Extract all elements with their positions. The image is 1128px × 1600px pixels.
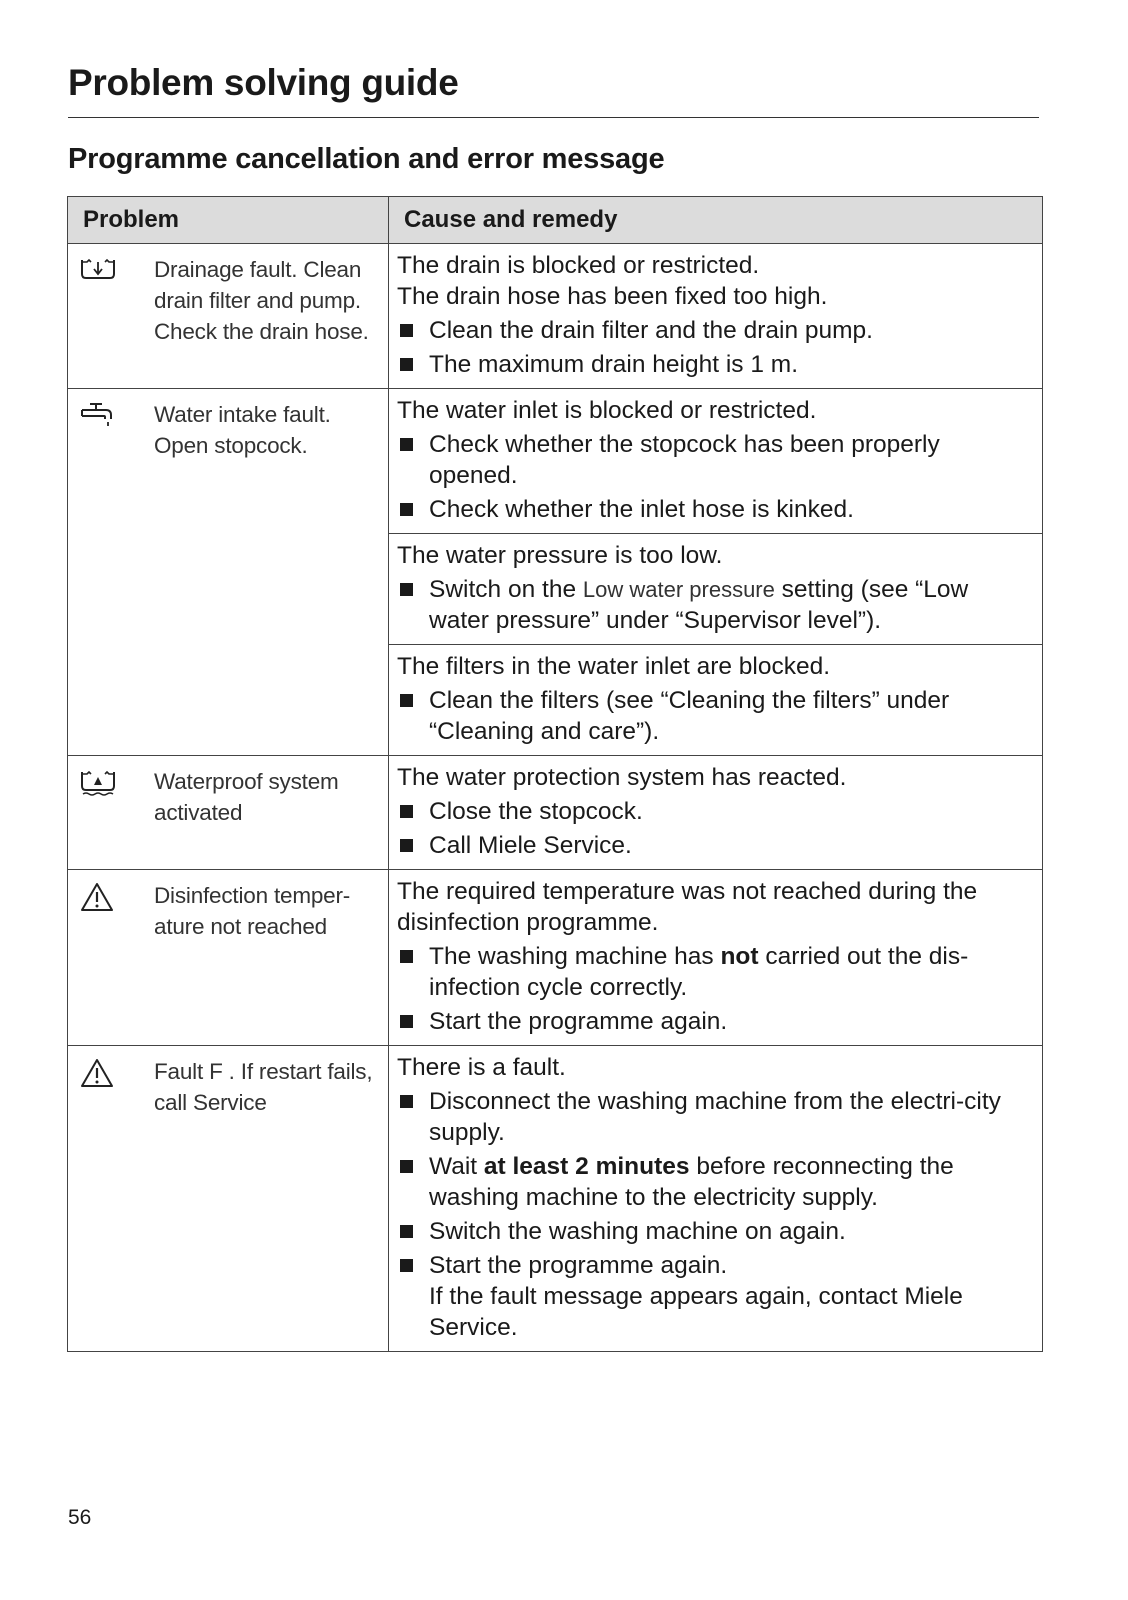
cause-text: The water pressure is too low. [397,542,723,569]
title-divider [68,117,1039,118]
cause-cell [389,870,1043,1046]
bullet-square-icon [400,1160,413,1173]
cause-text: The water protection system has reacted. [397,764,847,791]
bullet-text: Start the programme again. [429,1008,728,1035]
list-item [397,574,1034,636]
bullet-text-part: before reconnecting the washing machine to the electricity supply. [429,1153,954,1211]
list-item [397,1086,1034,1148]
bullet-text [429,941,1034,1003]
list-item [397,1151,1034,1213]
cause-text: There is a fault. [397,1054,566,1081]
bullet-text: Close the stopcock. [429,798,643,825]
bullet-text: Clean the drain filter and the drain pump. [429,317,873,344]
bullet-square-icon [400,1225,413,1238]
list-item [397,349,1034,380]
problem-cell [68,389,389,756]
cause-text: The drain is blocked or restricted. [397,252,760,279]
emphasis-text: not [720,943,759,970]
problem-text: Fault F . If restart fails, call Service [154,1059,373,1115]
table-row [68,756,1043,870]
bullet-text-part: The washing machine has [429,943,721,970]
cause-text: The water inlet is blocked or restricted. [397,397,817,424]
list-item [397,1216,1034,1247]
cause-cell [389,756,1043,870]
problem-text: Water intake fault. Open stopcock. [154,402,331,458]
bullet-text: The maximum drain height is 1 m. [429,351,798,378]
bullet-text: Check whether the stopcock has been properly opened. [429,431,940,489]
bullet-text [429,1250,1034,1343]
bullet-square-icon [400,324,413,337]
list-item [397,494,1034,525]
list-item [397,685,1034,747]
problem-text: Waterproof system activated [154,769,339,825]
bullet-text-part: carried out the dis-infection cycle correctly. [429,943,969,1001]
table-row [68,244,1043,389]
warning-triangle-icon [80,1058,114,1088]
bullet-square-icon [400,1095,413,1108]
bullet-note: If the fault message appears again, contact Miele Service. [429,1283,963,1341]
bullet-square-icon [400,1015,413,1028]
cause-cell [389,244,1043,389]
bullet-square-icon [400,438,413,451]
table-row [68,870,1043,1046]
problem-cell [68,870,389,1046]
bullet-text: Call Miele Service. [429,832,632,859]
cause-text: The filters in the water inlet are blocked. [397,653,831,680]
column-header-problem: Problem [68,197,389,244]
drain-fault-icon [80,256,116,282]
bullet-text: Disconnect the washing machine from the electri-city supply. [429,1088,1001,1146]
cause-text: The required temperature was not reached during the disinfection programme. [397,878,978,936]
section-title: Programme cancellation and error message [68,143,665,175]
table-row [68,1046,1043,1352]
bullet-square-icon [400,1259,413,1272]
list-item [397,1006,1034,1037]
setting-name: Low water pressure [582,577,775,602]
list-item [397,315,1034,346]
bullet-square-icon [400,358,413,371]
bullet-square-icon [400,805,413,818]
bullet-square-icon [400,950,413,963]
bullet-square-icon [400,839,413,852]
column-header-cause: Cause and remedy [389,197,1043,244]
list-item [397,796,1034,827]
problem-text: Drainage fault. Clean drain filter and pump. Check the drain hose. [154,257,369,344]
warning-triangle-icon [80,882,114,912]
bullet-text-part: Start the programme again. [429,1252,728,1279]
bullet-text: Switch the washing machine on again. [429,1218,846,1245]
bullet-text: Clean the filters (see “Cleaning the filters” under “Cleaning and care”). [429,687,950,745]
emphasis-text: at least 2 minutes [483,1153,690,1180]
page-number: 56 [68,1506,92,1529]
bullet-text-part: setting (see “Low water pressure” under “Supervisor level”). [429,576,969,634]
problem-cell [68,244,389,389]
bullet-square-icon [400,694,413,707]
page-title: Problem solving guide [68,62,459,103]
problem-table [67,196,1043,1352]
bullet-square-icon [400,503,413,516]
list-item [397,941,1034,1003]
cause-cell [389,534,1043,645]
list-item [397,1250,1034,1343]
bullet-text: Check whether the inlet hose is kinked. [429,496,854,523]
bullet-text [429,574,1034,636]
table-row [68,389,1043,534]
problem-cell [68,1046,389,1352]
cause-cell [389,1046,1043,1352]
cause-text: The drain hose has been fixed too high. [397,283,828,310]
list-item [397,830,1034,861]
cause-cell [389,389,1043,534]
waterproof-system-icon [80,768,116,796]
cause-cell [389,645,1043,756]
table-header-row [68,197,1043,244]
bullet-square-icon [400,583,413,596]
list-item [397,429,1034,491]
problem-text: Disinfection temper-ature not reached [154,883,351,939]
water-tap-icon [80,401,116,429]
problem-cell [68,756,389,870]
bullet-text-part: Switch on the [429,576,583,603]
bullet-text [429,1151,1034,1213]
bullet-text-part: Wait [429,1153,484,1180]
